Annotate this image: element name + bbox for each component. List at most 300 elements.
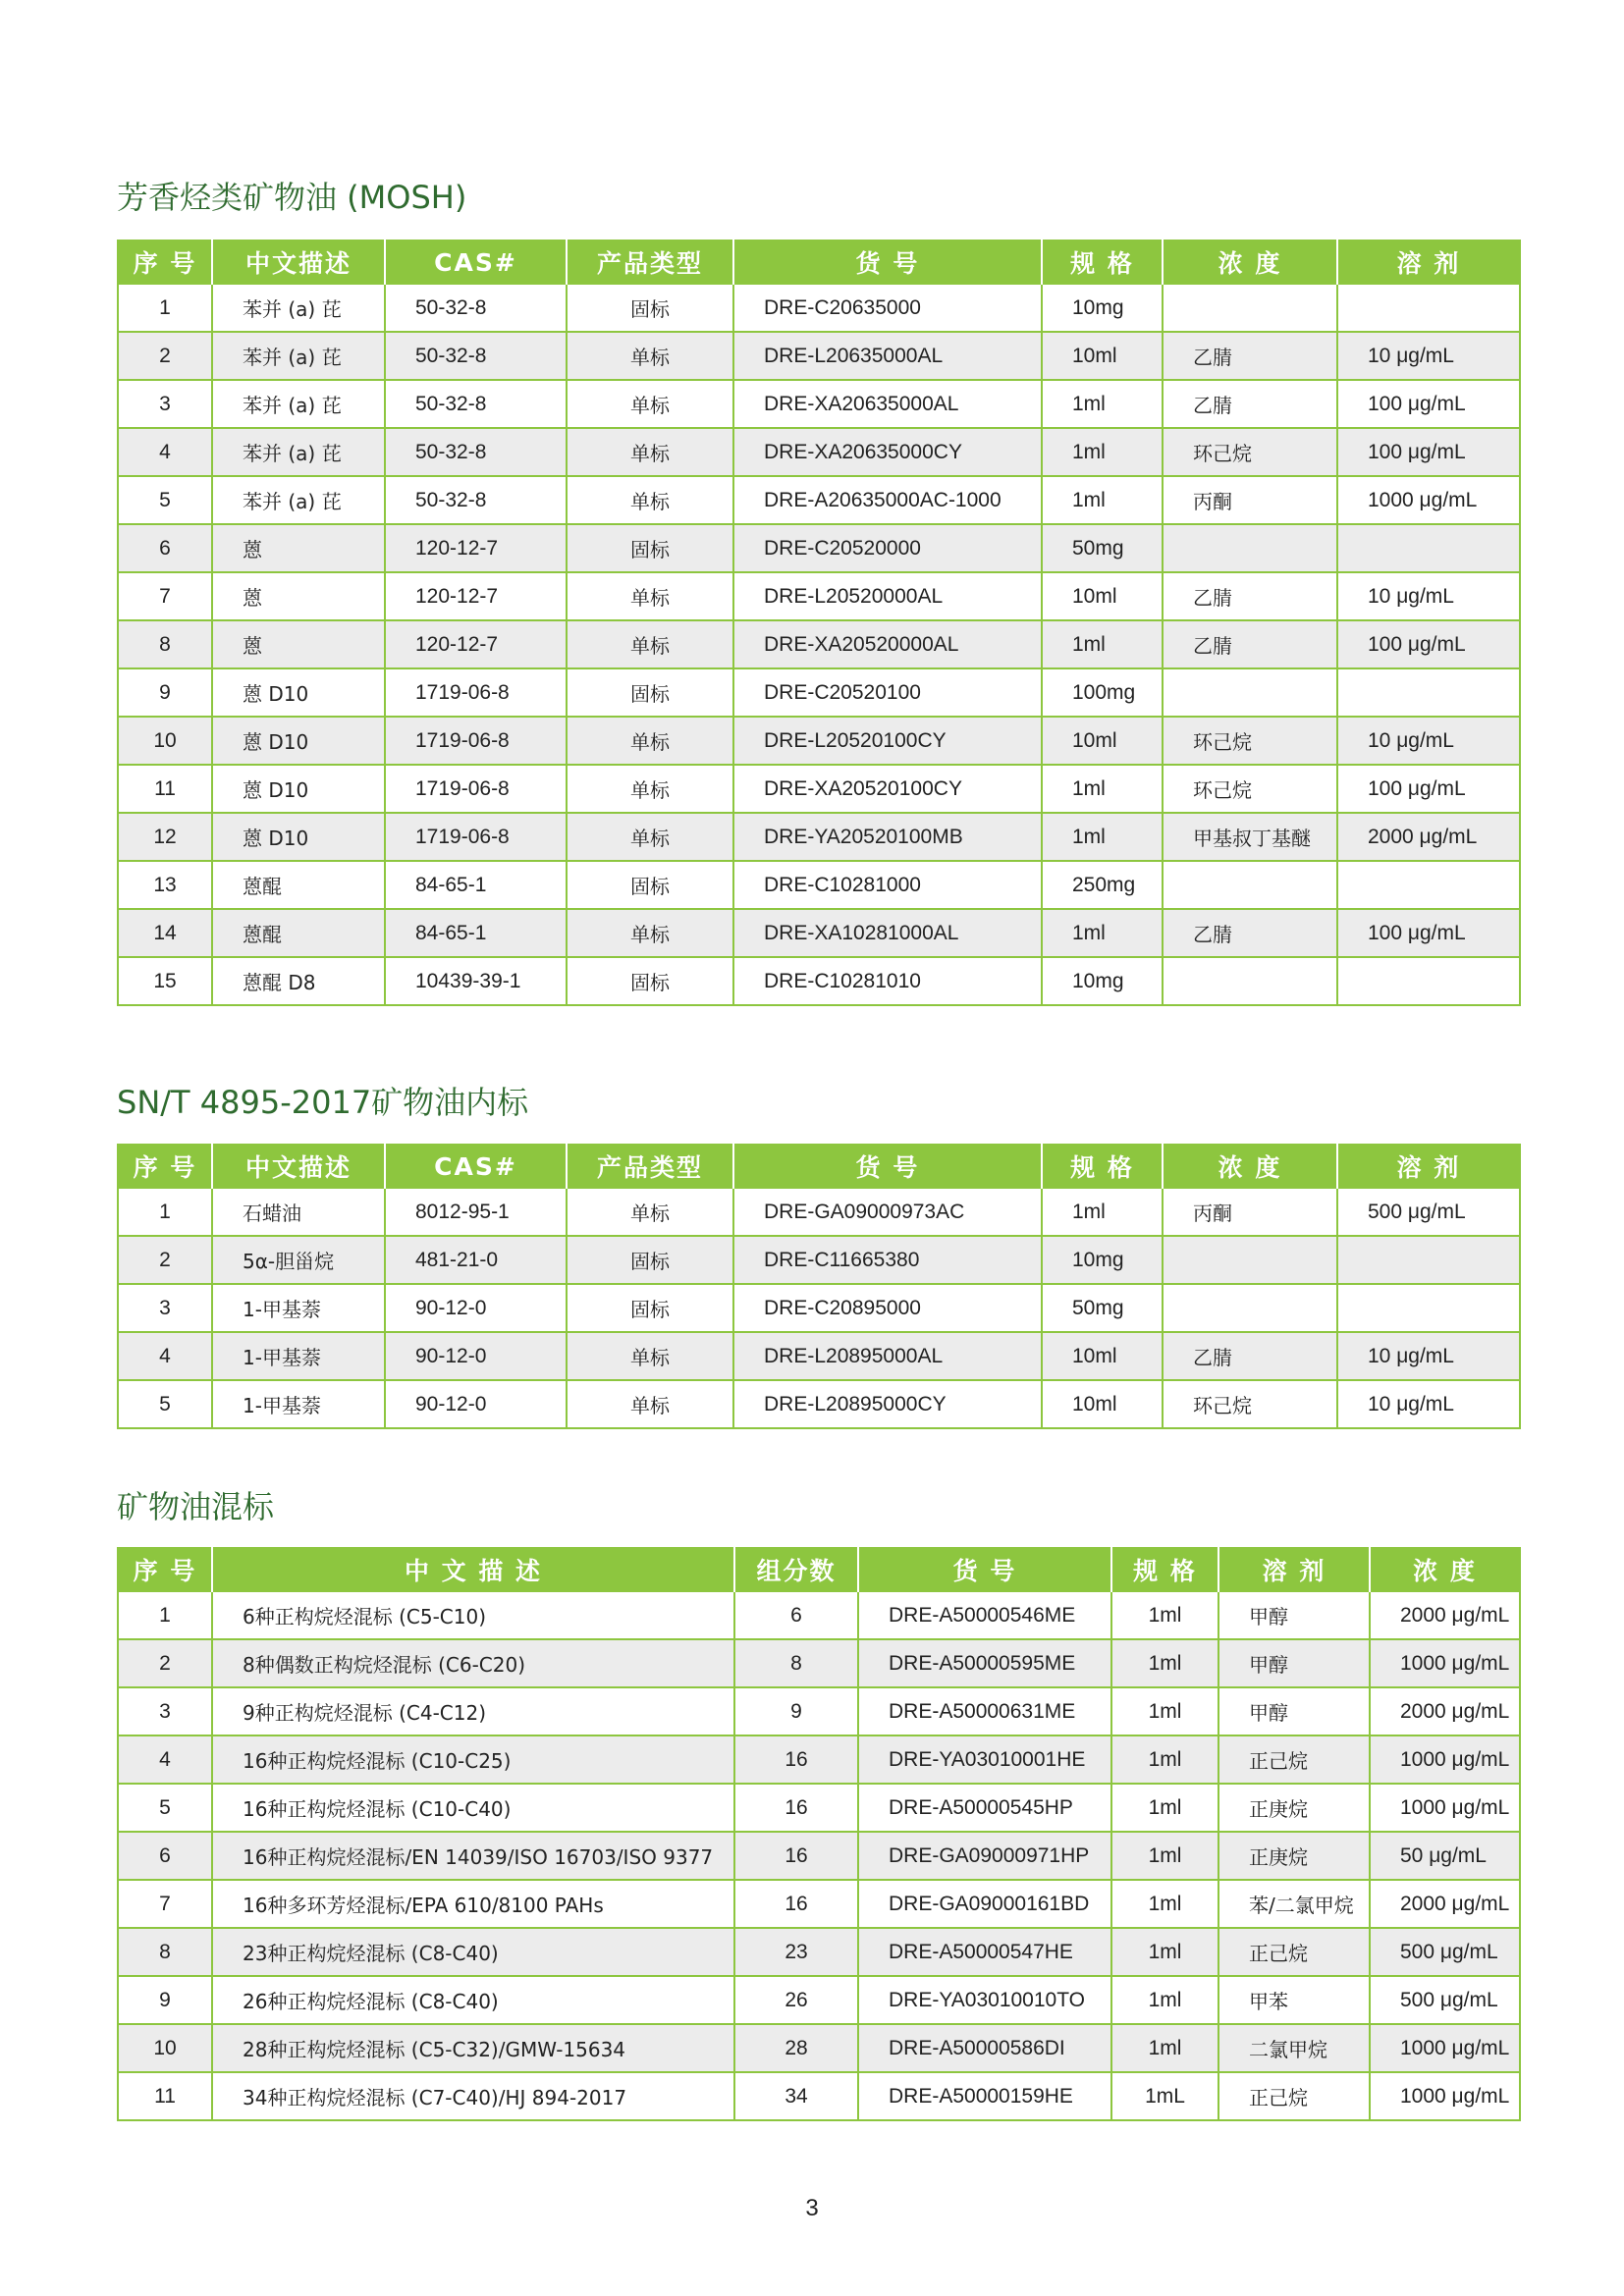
cell-component-count: 23 xyxy=(734,1928,858,1976)
cell-product-type: 固标 xyxy=(567,668,733,717)
cell-cas: 90-12-0 xyxy=(385,1380,567,1428)
table-row xyxy=(118,1687,1520,1735)
cell-catalog-no: DRE-L20895000AL xyxy=(733,1332,1042,1380)
cell-component-count: 16 xyxy=(734,1832,858,1880)
cell-cas: 50-32-8 xyxy=(385,284,567,332)
header-catalog-no: 货 号 xyxy=(733,240,1042,284)
cell-solvent: 正庚烷 xyxy=(1218,1784,1370,1832)
cell-concentration xyxy=(1163,1236,1337,1284)
table-row xyxy=(118,1639,1520,1687)
cell-concentration: 乙腈 xyxy=(1163,380,1337,428)
cell-cas: 481-21-0 xyxy=(385,1236,567,1284)
cell-solvent xyxy=(1337,957,1520,1005)
cell-index: 11 xyxy=(118,2072,212,2120)
cell-solvent: 正己烷 xyxy=(1218,1735,1370,1784)
cell-product-type: 单标 xyxy=(567,1332,733,1380)
header-catalog-no: 货 号 xyxy=(733,1145,1042,1188)
cell-catalog-no: DRE-A50000545HP xyxy=(858,1784,1111,1832)
cell-product-type: 单标 xyxy=(567,909,733,957)
table-row xyxy=(118,668,1520,717)
header-component-count: 组分数 xyxy=(734,1548,858,1591)
cell-concentration xyxy=(1163,861,1337,909)
cell-solvent: 100 μg/mL xyxy=(1337,620,1520,668)
table-row xyxy=(118,572,1520,620)
cell-index: 9 xyxy=(118,1976,212,2024)
cell-cas: 50-32-8 xyxy=(385,428,567,476)
cell-concentration: 乙腈 xyxy=(1163,620,1337,668)
cell-spec: 1ml xyxy=(1042,1188,1163,1236)
cell-concentration: 环己烷 xyxy=(1163,765,1337,813)
cell-catalog-no: DRE-L20895000CY xyxy=(733,1380,1042,1428)
cell-index: 5 xyxy=(118,476,212,524)
cell-catalog-no: DRE-XA10281000AL xyxy=(733,909,1042,957)
table-row xyxy=(118,1236,1520,1284)
cell-cas: 120-12-7 xyxy=(385,524,567,572)
cell-catalog-no: DRE-L20635000AL xyxy=(733,332,1042,380)
cell-index: 3 xyxy=(118,380,212,428)
cell-product-type: 单标 xyxy=(567,380,733,428)
cell-concentration: 1000 μg/mL xyxy=(1370,1784,1520,1832)
table-row xyxy=(118,1735,1520,1784)
cell-cas: 84-65-1 xyxy=(385,909,567,957)
cell-cas: 50-32-8 xyxy=(385,332,567,380)
cell-index: 11 xyxy=(118,765,212,813)
cell-spec: 50mg xyxy=(1042,1284,1163,1332)
cell-description: 苯并 (a) 芘 xyxy=(212,476,385,524)
cell-cas: 10439-39-1 xyxy=(385,957,567,1005)
cell-catalog-no: DRE-C11665380 xyxy=(733,1236,1042,1284)
cell-index: 2 xyxy=(118,1639,212,1687)
table-header-row xyxy=(118,1548,1520,1591)
cell-component-count: 28 xyxy=(734,2024,858,2072)
cell-index: 7 xyxy=(118,572,212,620)
cell-catalog-no: DRE-XA20635000CY xyxy=(733,428,1042,476)
cell-description: 苯并 (a) 芘 xyxy=(212,428,385,476)
cell-catalog-no: DRE-C20520000 xyxy=(733,524,1042,572)
cell-concentration: 2000 μg/mL xyxy=(1370,1687,1520,1735)
header-product-type: 产品类型 xyxy=(567,1145,733,1188)
cell-description: 蒽 D10 xyxy=(212,813,385,861)
header-cas: CAS# xyxy=(385,240,567,284)
header-index: 序 号 xyxy=(118,1145,212,1188)
cell-concentration xyxy=(1163,668,1337,717)
cell-catalog-no: DRE-A20635000AC-1000 xyxy=(733,476,1042,524)
table-row xyxy=(118,765,1520,813)
cell-solvent: 100 μg/mL xyxy=(1337,428,1520,476)
cell-spec: 1ml xyxy=(1042,620,1163,668)
cell-cas: 50-32-8 xyxy=(385,476,567,524)
cell-spec: 1ml xyxy=(1042,428,1163,476)
cell-description: 蒽 xyxy=(212,620,385,668)
table-row xyxy=(118,909,1520,957)
header-product-type: 产品类型 xyxy=(567,240,733,284)
cell-concentration xyxy=(1163,957,1337,1005)
cell-spec: 100mg xyxy=(1042,668,1163,717)
cell-cas: 120-12-7 xyxy=(385,572,567,620)
cell-spec: 50mg xyxy=(1042,524,1163,572)
cell-component-count: 34 xyxy=(734,2072,858,2120)
cell-spec: 10ml xyxy=(1042,717,1163,765)
table-row xyxy=(118,1284,1520,1332)
cell-solvent: 100 μg/mL xyxy=(1337,909,1520,957)
cell-catalog-no: DRE-GA09000971HP xyxy=(858,1832,1111,1880)
cell-spec: 10ml xyxy=(1042,1332,1163,1380)
cell-solvent: 甲醇 xyxy=(1218,1591,1370,1639)
cell-index: 1 xyxy=(118,1188,212,1236)
cell-spec: 1mL xyxy=(1111,2072,1218,2120)
cell-catalog-no: DRE-YA03010001HE xyxy=(858,1735,1111,1784)
cell-description: 蒽 xyxy=(212,524,385,572)
header-spec: 规 格 xyxy=(1042,240,1163,284)
table-row xyxy=(118,284,1520,332)
cell-cas: 84-65-1 xyxy=(385,861,567,909)
cell-catalog-no: DRE-C10281010 xyxy=(733,957,1042,1005)
header-concentration: 浓 度 xyxy=(1370,1548,1520,1591)
cell-spec: 1ml xyxy=(1111,1591,1218,1639)
cell-index: 10 xyxy=(118,717,212,765)
section-title-mosh: 芳香烃类矿物油 (MOSH) xyxy=(117,179,467,216)
table-row xyxy=(118,1188,1520,1236)
cell-solvent: 甲醇 xyxy=(1218,1639,1370,1687)
cell-spec: 1ml xyxy=(1042,765,1163,813)
cell-description: 蒽醌 xyxy=(212,909,385,957)
cell-product-type: 单标 xyxy=(567,620,733,668)
section-title-mixed-standards: 矿物油混标 xyxy=(117,1488,275,1525)
cell-description: 16种正构烷烃混标 (C10-C40) xyxy=(212,1784,734,1832)
header-description: 中文描述 xyxy=(212,240,385,284)
cell-concentration: 乙腈 xyxy=(1163,332,1337,380)
cell-spec: 1ml xyxy=(1111,1687,1218,1735)
cell-spec: 10mg xyxy=(1042,957,1163,1005)
cell-component-count: 16 xyxy=(734,1784,858,1832)
page-number: 3 xyxy=(805,2195,819,2221)
cell-cas: 1719-06-8 xyxy=(385,765,567,813)
cell-description: 16种多环芳烃混标/EPA 610/8100 PAHs xyxy=(212,1880,734,1928)
cell-description: 28种正构烷烃混标 (C5-C32)/GMW-15634 xyxy=(212,2024,734,2072)
table-row xyxy=(118,1591,1520,1639)
cell-spec: 10ml xyxy=(1042,332,1163,380)
cell-spec: 10mg xyxy=(1042,1236,1163,1284)
cell-product-type: 固标 xyxy=(567,861,733,909)
cell-product-type: 单标 xyxy=(567,476,733,524)
cell-solvent: 10 μg/mL xyxy=(1337,717,1520,765)
cell-solvent: 正庚烷 xyxy=(1218,1832,1370,1880)
cell-concentration: 乙腈 xyxy=(1163,909,1337,957)
cell-concentration: 500 μg/mL xyxy=(1370,1976,1520,2024)
cell-description: 蒽 D10 xyxy=(212,717,385,765)
mixed-standards-table xyxy=(117,1547,1521,2121)
cell-solvent: 正己烷 xyxy=(1218,1928,1370,1976)
cell-description: 5α-胆甾烷 xyxy=(212,1236,385,1284)
cell-spec: 1ml xyxy=(1111,1928,1218,1976)
header-concentration: 浓 度 xyxy=(1163,1145,1337,1188)
cell-product-type: 单标 xyxy=(567,717,733,765)
cell-spec: 10ml xyxy=(1042,572,1163,620)
cell-catalog-no: DRE-A50000159HE xyxy=(858,2072,1111,2120)
cell-index: 4 xyxy=(118,1735,212,1784)
header-spec: 规 格 xyxy=(1042,1145,1163,1188)
table-row xyxy=(118,717,1520,765)
cell-index: 1 xyxy=(118,1591,212,1639)
cell-concentration: 环己烷 xyxy=(1163,717,1337,765)
cell-index: 5 xyxy=(118,1784,212,1832)
cell-description: 1-甲基萘 xyxy=(212,1380,385,1428)
cell-product-type: 固标 xyxy=(567,284,733,332)
mosh-table xyxy=(117,240,1521,1006)
cell-cas: 90-12-0 xyxy=(385,1332,567,1380)
cell-description: 蒽醌 xyxy=(212,861,385,909)
table-row xyxy=(118,1976,1520,2024)
table-row xyxy=(118,620,1520,668)
cell-catalog-no: DRE-A50000546ME xyxy=(858,1591,1111,1639)
cell-solvent: 100 μg/mL xyxy=(1337,380,1520,428)
cell-cas: 1719-06-8 xyxy=(385,668,567,717)
cell-product-type: 固标 xyxy=(567,524,733,572)
header-cas: CAS# xyxy=(385,1145,567,1188)
cell-concentration: 环己烷 xyxy=(1163,428,1337,476)
header-index: 序 号 xyxy=(118,240,212,284)
cell-solvent xyxy=(1337,524,1520,572)
cell-index: 7 xyxy=(118,1880,212,1928)
cell-cas: 1719-06-8 xyxy=(385,813,567,861)
section-title-snt-internal-standard: SN/T 4895-2017矿物油内标 xyxy=(117,1084,529,1121)
cell-spec: 1ml xyxy=(1111,2024,1218,2072)
cell-description: 23种正构烷烃混标 (C8-C40) xyxy=(212,1928,734,1976)
header-description: 中 文 描 述 xyxy=(212,1548,734,1591)
table-row xyxy=(118,332,1520,380)
cell-concentration: 1000 μg/mL xyxy=(1370,1639,1520,1687)
cell-index: 8 xyxy=(118,1928,212,1976)
cell-spec: 1ml xyxy=(1111,1639,1218,1687)
cell-concentration xyxy=(1163,524,1337,572)
header-concentration: 浓 度 xyxy=(1163,240,1337,284)
cell-index: 4 xyxy=(118,428,212,476)
cell-solvent: 500 μg/mL xyxy=(1337,1188,1520,1236)
cell-product-type: 单标 xyxy=(567,1380,733,1428)
cell-description: 1-甲基萘 xyxy=(212,1284,385,1332)
cell-description: 9种正构烷烃混标 (C4-C12) xyxy=(212,1687,734,1735)
cell-index: 14 xyxy=(118,909,212,957)
table-row xyxy=(118,524,1520,572)
cell-catalog-no: DRE-YA03010010TO xyxy=(858,1976,1111,2024)
cell-catalog-no: DRE-A50000595ME xyxy=(858,1639,1111,1687)
cell-index: 12 xyxy=(118,813,212,861)
cell-component-count: 9 xyxy=(734,1687,858,1735)
cell-solvent xyxy=(1337,1236,1520,1284)
table-row xyxy=(118,476,1520,524)
cell-product-type: 单标 xyxy=(567,428,733,476)
cell-description: 蒽醌 D8 xyxy=(212,957,385,1005)
cell-description: 16种正构烷烃混标 (C10-C25) xyxy=(212,1735,734,1784)
cell-index: 6 xyxy=(118,1832,212,1880)
cell-concentration: 50 μg/mL xyxy=(1370,1832,1520,1880)
cell-description: 16种正构烷烃混标/EN 14039/ISO 16703/ISO 9377 xyxy=(212,1832,734,1880)
cell-catalog-no: DRE-C20635000 xyxy=(733,284,1042,332)
cell-solvent: 苯/二氯甲烷 xyxy=(1218,1880,1370,1928)
cell-cas: 8012-95-1 xyxy=(385,1188,567,1236)
table-row xyxy=(118,1380,1520,1428)
table-row xyxy=(118,1928,1520,1976)
cell-description: 苯并 (a) 芘 xyxy=(212,284,385,332)
cell-index: 8 xyxy=(118,620,212,668)
cell-component-count: 16 xyxy=(734,1735,858,1784)
cell-cas: 90-12-0 xyxy=(385,1284,567,1332)
cell-cas: 120-12-7 xyxy=(385,620,567,668)
cell-concentration: 500 μg/mL xyxy=(1370,1928,1520,1976)
cell-solvent: 二氯甲烷 xyxy=(1218,2024,1370,2072)
table-row xyxy=(118,1332,1520,1380)
cell-spec: 1ml xyxy=(1111,1880,1218,1928)
cell-solvent: 甲苯 xyxy=(1218,1976,1370,2024)
cell-concentration: 1000 μg/mL xyxy=(1370,2072,1520,2120)
cell-description: 苯并 (a) 芘 xyxy=(212,380,385,428)
cell-solvent: 10 μg/mL xyxy=(1337,1380,1520,1428)
cell-index: 5 xyxy=(118,1380,212,1428)
cell-catalog-no: DRE-C20895000 xyxy=(733,1284,1042,1332)
cell-component-count: 8 xyxy=(734,1639,858,1687)
cell-spec: 250mg xyxy=(1042,861,1163,909)
cell-solvent: 甲醇 xyxy=(1218,1687,1370,1735)
cell-index: 4 xyxy=(118,1332,212,1380)
cell-cas: 1719-06-8 xyxy=(385,717,567,765)
cell-catalog-no: DRE-A50000631ME xyxy=(858,1687,1111,1735)
cell-spec: 1ml xyxy=(1042,380,1163,428)
cell-concentration xyxy=(1163,284,1337,332)
header-index: 序 号 xyxy=(118,1548,212,1591)
cell-solvent: 10 μg/mL xyxy=(1337,572,1520,620)
cell-spec: 1ml xyxy=(1111,1976,1218,2024)
header-description: 中文描述 xyxy=(212,1145,385,1188)
table-row xyxy=(118,957,1520,1005)
cell-solvent: 10 μg/mL xyxy=(1337,332,1520,380)
cell-solvent xyxy=(1337,668,1520,717)
cell-catalog-no: DRE-XA20520100CY xyxy=(733,765,1042,813)
cell-index: 2 xyxy=(118,332,212,380)
table-header-row xyxy=(118,240,1520,284)
cell-concentration: 甲基叔丁基醚 xyxy=(1163,813,1337,861)
cell-product-type: 单标 xyxy=(567,1188,733,1236)
cell-product-type: 固标 xyxy=(567,957,733,1005)
table-row xyxy=(118,380,1520,428)
table-row xyxy=(118,813,1520,861)
header-catalog-no: 货 号 xyxy=(858,1548,1111,1591)
cell-description: 蒽 D10 xyxy=(212,765,385,813)
cell-index: 6 xyxy=(118,524,212,572)
cell-spec: 1ml xyxy=(1042,909,1163,957)
cell-index: 3 xyxy=(118,1284,212,1332)
cell-concentration: 1000 μg/mL xyxy=(1370,2024,1520,2072)
cell-catalog-no: DRE-XA20520000AL xyxy=(733,620,1042,668)
header-spec: 规 格 xyxy=(1111,1548,1218,1591)
cell-catalog-no: DRE-L20520000AL xyxy=(733,572,1042,620)
table-row xyxy=(118,428,1520,476)
table-row xyxy=(118,2024,1520,2072)
cell-solvent: 2000 μg/mL xyxy=(1337,813,1520,861)
cell-product-type: 固标 xyxy=(567,1236,733,1284)
cell-component-count: 26 xyxy=(734,1976,858,2024)
cell-concentration xyxy=(1163,1284,1337,1332)
cell-spec: 1ml xyxy=(1042,476,1163,524)
cell-concentration: 2000 μg/mL xyxy=(1370,1880,1520,1928)
cell-solvent: 10 μg/mL xyxy=(1337,1332,1520,1380)
cell-description: 石蜡油 xyxy=(212,1188,385,1236)
snt-internal-standard-table xyxy=(117,1144,1521,1429)
cell-solvent: 100 μg/mL xyxy=(1337,765,1520,813)
cell-solvent xyxy=(1337,284,1520,332)
cell-product-type: 固标 xyxy=(567,1284,733,1332)
cell-product-type: 单标 xyxy=(567,765,733,813)
cell-catalog-no: DRE-GA09000973AC xyxy=(733,1188,1042,1236)
cell-spec: 10mg xyxy=(1042,284,1163,332)
cell-index: 2 xyxy=(118,1236,212,1284)
cell-product-type: 单标 xyxy=(567,332,733,380)
cell-component-count: 16 xyxy=(734,1880,858,1928)
cell-solvent xyxy=(1337,861,1520,909)
cell-description: 6种正构烷烃混标 (C5-C10) xyxy=(212,1591,734,1639)
cell-description: 蒽 xyxy=(212,572,385,620)
table-row xyxy=(118,861,1520,909)
cell-description: 苯并 (a) 芘 xyxy=(212,332,385,380)
cell-spec: 1ml xyxy=(1111,1832,1218,1880)
cell-description: 34种正构烷烃混标 (C7-C40)/HJ 894-2017 xyxy=(212,2072,734,2120)
cell-catalog-no: DRE-GA09000161BD xyxy=(858,1880,1111,1928)
header-solvent: 溶 剂 xyxy=(1337,240,1520,284)
cell-catalog-no: DRE-A50000547HE xyxy=(858,1928,1111,1976)
cell-concentration: 丙酮 xyxy=(1163,476,1337,524)
cell-concentration: 2000 μg/mL xyxy=(1370,1591,1520,1639)
table-row xyxy=(118,1784,1520,1832)
cell-index: 13 xyxy=(118,861,212,909)
cell-concentration: 环己烷 xyxy=(1163,1380,1337,1428)
cell-catalog-no: DRE-C10281000 xyxy=(733,861,1042,909)
cell-index: 3 xyxy=(118,1687,212,1735)
cell-spec: 1ml xyxy=(1111,1784,1218,1832)
cell-component-count: 6 xyxy=(734,1591,858,1639)
table-row xyxy=(118,1880,1520,1928)
cell-product-type: 单标 xyxy=(567,572,733,620)
cell-description: 26种正构烷烃混标 (C8-C40) xyxy=(212,1976,734,2024)
cell-concentration: 乙腈 xyxy=(1163,572,1337,620)
table-header-row xyxy=(118,1145,1520,1188)
header-solvent: 溶 剂 xyxy=(1218,1548,1370,1591)
cell-description: 蒽 D10 xyxy=(212,668,385,717)
cell-description: 1-甲基萘 xyxy=(212,1332,385,1380)
cell-catalog-no: DRE-C20520100 xyxy=(733,668,1042,717)
cell-index: 9 xyxy=(118,668,212,717)
cell-cas: 50-32-8 xyxy=(385,380,567,428)
table-row xyxy=(118,1832,1520,1880)
cell-catalog-no: DRE-A50000586DI xyxy=(858,2024,1111,2072)
cell-spec: 1ml xyxy=(1111,1735,1218,1784)
cell-solvent: 正己烷 xyxy=(1218,2072,1370,2120)
cell-product-type: 单标 xyxy=(567,813,733,861)
cell-description: 8种偶数正构烷烃混标 (C6-C20) xyxy=(212,1639,734,1687)
cell-spec: 10ml xyxy=(1042,1380,1163,1428)
cell-solvent: 1000 μg/mL xyxy=(1337,476,1520,524)
cell-index: 10 xyxy=(118,2024,212,2072)
cell-solvent xyxy=(1337,1284,1520,1332)
table-row xyxy=(118,2072,1520,2120)
cell-concentration: 1000 μg/mL xyxy=(1370,1735,1520,1784)
cell-catalog-no: DRE-XA20635000AL xyxy=(733,380,1042,428)
cell-spec: 1ml xyxy=(1042,813,1163,861)
cell-concentration: 乙腈 xyxy=(1163,1332,1337,1380)
cell-index: 1 xyxy=(118,284,212,332)
cell-concentration: 丙酮 xyxy=(1163,1188,1337,1236)
header-solvent: 溶 剂 xyxy=(1337,1145,1520,1188)
cell-catalog-no: DRE-L20520100CY xyxy=(733,717,1042,765)
cell-catalog-no: DRE-YA20520100MB xyxy=(733,813,1042,861)
